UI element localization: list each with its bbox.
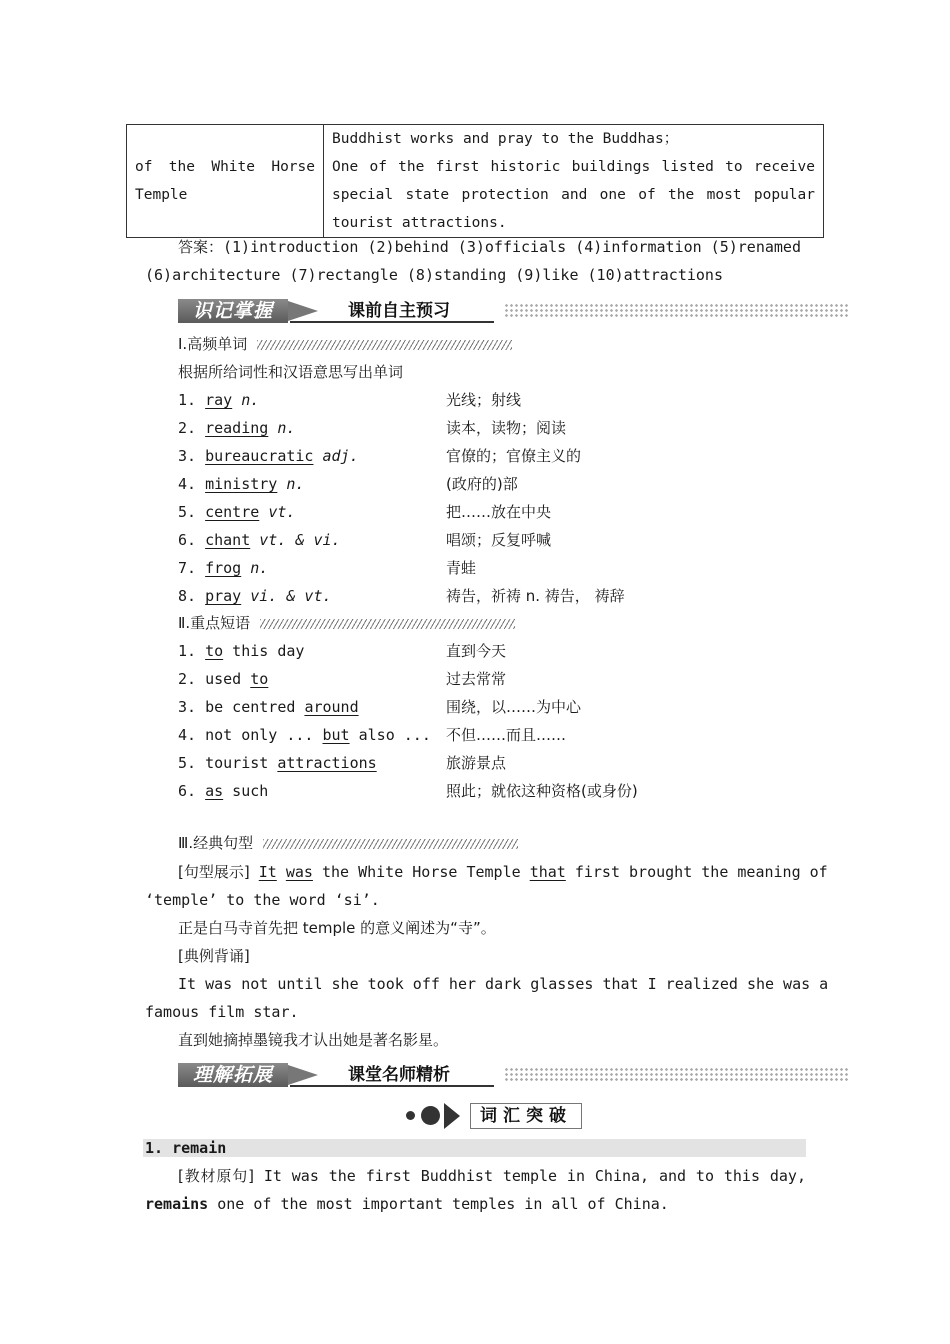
list-item: 6. as such	[178, 782, 269, 800]
vocab-heading-text: 词汇突破	[470, 1103, 582, 1129]
list-item-meaning: 读本，读物；阅读	[446, 419, 567, 437]
banner-title: 课前自主预习	[348, 301, 450, 321]
list-item-meaning: 过去常常	[446, 670, 507, 688]
answers-line-1: 答案：(1)introduction (2)behind (3)officials (4)information (5)renamed	[178, 238, 801, 256]
banner-arrow-icon	[288, 1065, 318, 1085]
dot-icon	[421, 1106, 440, 1125]
bold-word: remains	[145, 1195, 209, 1213]
banner-arrow-icon	[288, 301, 318, 321]
pattern-translation: 正是白马寺首先把 temple 的意义阐述为“寺”。	[178, 919, 496, 937]
list-item-meaning: 把……放在中央	[446, 503, 552, 521]
list-item-meaning: 祷告，祈祷 n. 祷告， 祷辞	[446, 587, 625, 605]
dot-icon	[406, 1111, 415, 1120]
example-line-2: famous film star.	[145, 1003, 299, 1021]
list-item: 4. ministry n.	[178, 475, 305, 493]
table-right-line: tourist attractions.	[332, 215, 507, 231]
list-item-meaning: 直到今天	[446, 642, 507, 660]
section-heading	[178, 833, 518, 853]
hatch-decoration	[263, 839, 518, 849]
example-label: [典例背诵]	[178, 947, 250, 965]
banner-dots	[504, 1067, 848, 1081]
source-sentence-line-1: [教材原句] It was the first Buddhist temple in China, and to this day,	[178, 1167, 806, 1185]
list-item: 8. pray vi. & vt.	[178, 587, 332, 605]
list-item-meaning: 光线；射线	[446, 391, 522, 409]
arrow-icon	[444, 1103, 460, 1129]
list-item: 2. used to	[178, 670, 269, 688]
pattern-display-line: [句型展示] It was the White Horse Temple that first brought the meaning of	[178, 863, 828, 881]
list-item: 3. be centred around	[178, 698, 359, 716]
hatch-decoration	[260, 619, 515, 629]
pattern-display-line-2: ‘temple’ to the word ‘si’.	[145, 891, 380, 909]
list-item: 5. tourist attractions	[178, 754, 377, 772]
list-item: 3. bureaucratic adj.	[178, 447, 359, 465]
answers-line-2: (6)architecture (7)rectangle (8)standing (9)like (10)attractions	[145, 266, 723, 284]
list-item-meaning: 唱颂；反复呼喊	[446, 531, 552, 549]
item-title-bar	[143, 1139, 806, 1157]
list-item-meaning: (政府的)部	[446, 475, 518, 493]
hatch-decoration	[257, 340, 512, 350]
list-item: 5. centre vt.	[178, 503, 296, 521]
banner-title: 课堂名师精析	[348, 1065, 450, 1085]
table-right-line: Buddhist works and pray to the Buddhas；	[332, 131, 679, 147]
banner-tag: 识记掌握	[178, 299, 288, 323]
table-left-line: of the White Horse	[135, 159, 315, 175]
example-line-1: It was not until she took off her dark glasses that I realized she was a	[178, 975, 829, 993]
list-item-meaning: 旅游景点	[446, 754, 507, 772]
list-item-meaning: 不但……而且……	[446, 726, 567, 744]
temple-info-table	[126, 124, 824, 238]
section-heading	[178, 334, 512, 354]
list-item: 4. not only ... but also ...	[178, 726, 431, 744]
list-item-meaning: 照此；就依这种资格(或身份)	[446, 782, 638, 800]
banner-tag: 理解拓展	[178, 1063, 288, 1087]
list-item-meaning: 青蛙	[446, 559, 477, 577]
list-item: 1. to this day	[178, 642, 305, 660]
section-heading-text: Ⅲ.经典句型	[178, 834, 254, 852]
table-right-line: special state protection and one of the most popular	[332, 187, 815, 203]
section-banner-lecture	[178, 1063, 848, 1089]
table-left-line: Temple	[135, 187, 188, 203]
list-item: 7. frog n.	[178, 559, 269, 577]
source-sentence-line-2: remains one of the most important temples in all of China.	[145, 1195, 669, 1213]
list-item: 1. ray n.	[178, 391, 260, 409]
section-heading-text: Ⅱ.重点短语	[178, 614, 251, 632]
banner-dots	[504, 303, 848, 317]
section-banner-preview	[178, 299, 848, 325]
list-item: 6. chant vt. & vi.	[178, 531, 341, 549]
list-item: 2. reading n.	[178, 419, 296, 437]
label: [句型展示]	[178, 863, 250, 881]
list-item-meaning: 围绕，以……为中心	[446, 698, 582, 716]
table-left-cell	[127, 125, 324, 238]
instruction: 根据所给词性和汉语意思写出单词	[178, 363, 404, 381]
section-heading	[178, 613, 515, 633]
section-heading-text: Ⅰ.高频单词	[178, 335, 248, 353]
example-translation: 直到她摘掉墨镜我才认出她是著名影星。	[178, 1031, 449, 1049]
table-right-cell	[324, 125, 824, 238]
label: [教材原句]	[178, 1167, 254, 1185]
item-title: 1. remain	[145, 1139, 227, 1157]
list-item-meaning: 官僚的；官僚主义的	[446, 447, 582, 465]
table-right-line: One of the first historic buildings listed to receive	[332, 159, 815, 175]
